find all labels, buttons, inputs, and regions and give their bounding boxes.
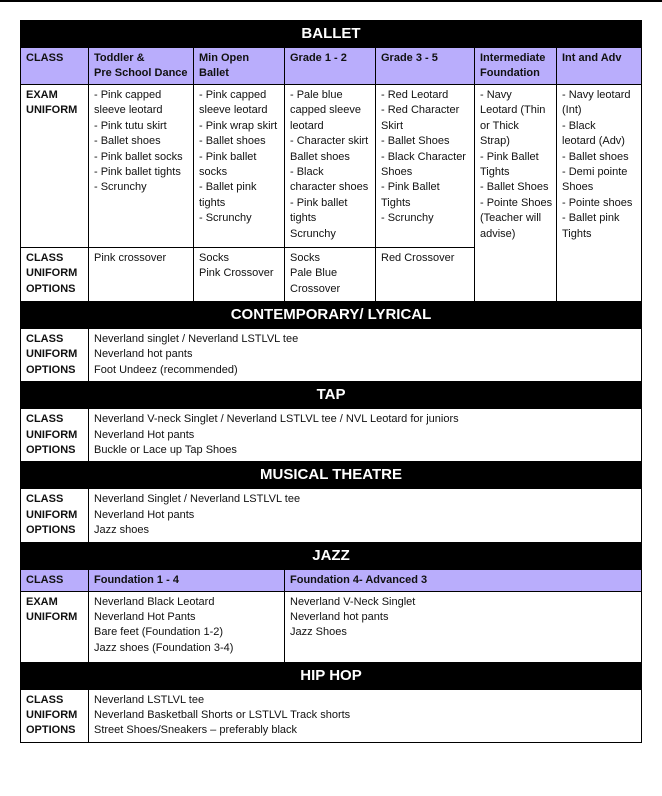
cell-line: UNIFORM: [26, 267, 78, 280]
cell-line: sleeve leotard: [199, 104, 268, 117]
cell-line: Shoes: [562, 181, 594, 194]
cell-line: Crossover: [290, 282, 341, 295]
cell-line: Neverland LSTLVL tee: [94, 693, 205, 706]
jazz-exam-label: [21, 591, 89, 662]
cell-line: (Int): [562, 104, 582, 117]
cell-line: Bare feet (Foundation 1-2): [94, 626, 224, 639]
ballet-class-label: [21, 248, 89, 302]
cell-line: tights: [290, 212, 317, 225]
cell-line: - Ballet Shoes: [381, 135, 450, 148]
cell-line: - Pink capped: [199, 89, 267, 101]
ballet-exam-toddler: [89, 85, 194, 248]
contemporary-label: [21, 329, 89, 382]
cell-line: - Scrunchy: [94, 181, 147, 194]
cell-line: UNIFORM: [26, 428, 78, 441]
cell-line: Neverland Hot Pants: [94, 611, 196, 624]
cell-line: Neverland hot pants: [94, 348, 193, 361]
cell-line: Neverland Singlet / Neverland LSTLVL tee: [94, 493, 301, 506]
ballet-header-class: CLASS: [21, 48, 89, 85]
musical-theatre-items: [89, 489, 642, 542]
cell-line: Strap): [480, 135, 510, 148]
cell-line: - Navy leotard: [562, 89, 631, 101]
ballet-header-grade-1-2: Grade 1 - 2: [285, 48, 376, 85]
cell-line: - Ballet pink: [562, 212, 620, 225]
musical-theatre-row: [21, 489, 642, 542]
cell-line: CLASS: [26, 493, 64, 506]
cell-line: - Navy: [480, 89, 512, 101]
cell-line: Neverland Black Leotard: [94, 595, 215, 608]
cell-line: Pink Crossover: [199, 267, 274, 280]
cell-line: - Ballet shoes: [199, 135, 266, 148]
cell-line: Jazz Shoes: [290, 626, 347, 639]
cell-line: or Thick: [480, 119, 519, 132]
cell-line: Shoes: [381, 166, 413, 179]
cell-line: Neverland singlet / Neverland LSTLVL tee: [94, 333, 299, 345]
cell-line: UNIFORM: [26, 508, 78, 521]
jazz-exam-foundation: [89, 591, 285, 662]
cell-line: Street Shoes/Sneakers – preferably black: [94, 724, 298, 737]
cell-line: Skirt: [381, 119, 403, 132]
cell-line: - Pale blue: [290, 89, 343, 101]
jazz-exam-row: [21, 591, 642, 662]
cell-line: - Pink ballet: [290, 196, 348, 209]
cell-line: sleeve leotard: [94, 104, 163, 117]
header-line: Foundation: [480, 67, 540, 79]
ballet-exam-intermediate: [475, 85, 557, 302]
jazz-header-row: [21, 569, 642, 591]
cell-line: EXAM: [26, 595, 58, 608]
cell-line: Neverland V-neck Singlet / Neverland LSTLVL tee / NVL Leotard for juniors: [94, 413, 459, 426]
cell-line: leotard: [290, 119, 324, 132]
cell-line: - Ballet shoes: [562, 150, 629, 163]
cell-line: Neverland hot pants: [290, 611, 389, 624]
top-rule: [0, 0, 662, 2]
tap-label: [21, 409, 89, 462]
cell-line: - Red Character: [381, 104, 460, 117]
tap-items: [89, 409, 642, 462]
ballet-header-grade-3-5: Grade 3 - 5: [376, 48, 475, 85]
ballet-class-toddler: [89, 248, 194, 302]
header-line: Toddler &: [94, 52, 145, 64]
header-line: Min Open: [199, 52, 250, 64]
hip-hop-title: HIP HOP: [21, 662, 642, 689]
cell-line: Neverland Hot pants: [94, 508, 195, 521]
uniform-document: [20, 20, 641, 743]
header-line: Ballet: [199, 67, 229, 79]
hip-hop-label: [21, 689, 89, 742]
ballet-header-toddler: [89, 48, 194, 85]
cell-line: - Pink ballet tights: [94, 166, 181, 179]
tap-title: TAP: [21, 382, 642, 409]
cell-line: CLASS: [26, 693, 64, 706]
ballet-exam-row: [21, 85, 642, 248]
cell-line: OPTIONS: [26, 363, 76, 376]
jazz-header-class: CLASS: [21, 569, 89, 591]
cell-line: Socks: [199, 252, 229, 264]
jazz-exam-advanced: [285, 591, 642, 662]
cell-line: - Scrunchy: [381, 212, 434, 225]
tap-row: [21, 409, 642, 462]
cell-line: Tights: [480, 166, 510, 179]
cell-line: Pink crossover: [94, 252, 167, 264]
jazz-header-foundation: Foundation 1 - 4: [89, 569, 285, 591]
uniform-table: [20, 20, 642, 743]
cell-line: UNIFORM: [26, 611, 78, 624]
cell-line: - Pink Ballet: [381, 181, 440, 194]
jazz-header-advanced: Foundation 4- Advanced 3: [285, 569, 642, 591]
ballet-header-row: [21, 48, 642, 85]
cell-line: UNIFORM: [26, 104, 78, 117]
cell-line: OPTIONS: [26, 444, 76, 457]
cell-line: - Pink wrap skirt: [199, 119, 278, 132]
ballet-exam-min-open: [194, 85, 285, 248]
cell-line: Neverland V-Neck Singlet: [290, 595, 416, 608]
ballet-exam-int-adv: [557, 85, 642, 302]
cell-line: Leotard (Thin: [480, 104, 546, 117]
cell-line: character shoes: [290, 181, 369, 194]
contemporary-title: CONTEMPORARY/ LYRICAL: [21, 302, 642, 329]
cell-line: Tights: [562, 227, 592, 240]
cell-line: (Teacher will: [480, 212, 542, 225]
cell-line: leotard (Adv): [562, 135, 625, 148]
cell-line: - Red Leotard: [381, 89, 449, 101]
cell-line: - Pink tutu skirt: [94, 119, 167, 132]
musical-theatre-label: [21, 489, 89, 542]
contemporary-items: [89, 329, 642, 382]
ballet-header-int-adv: Int and Adv: [557, 48, 642, 85]
ballet-header-intermediate: [475, 48, 557, 85]
cell-line: - Pointe Shoes: [480, 196, 553, 209]
contemporary-row: [21, 329, 642, 382]
ballet-exam-grade-3-5: [376, 85, 475, 248]
cell-line: - Demi pointe: [562, 166, 628, 179]
cell-line: Socks: [290, 252, 320, 264]
cell-line: Neverland Basketball Shorts or LSTLVL Track shorts: [94, 709, 351, 722]
cell-line: - Black: [290, 166, 324, 179]
cell-line: - Pink Ballet: [480, 150, 539, 163]
ballet-class-grade-3-5: [376, 248, 475, 302]
cell-line: - Black: [562, 119, 596, 132]
cell-line: EXAM: [26, 89, 58, 101]
cell-line: Jazz shoes (Foundation 3-4): [94, 641, 234, 654]
cell-line: - Ballet pink: [199, 181, 257, 194]
cell-line: - Pink capped: [94, 89, 162, 101]
cell-line: - Pointe shoes: [562, 196, 633, 209]
musical-theatre-title: MUSICAL THEATRE: [21, 462, 642, 489]
cell-line: OPTIONS: [26, 724, 76, 737]
cell-line: socks: [199, 166, 228, 179]
cell-line: UNIFORM: [26, 709, 78, 722]
cell-line: Tights: [381, 196, 411, 209]
cell-line: Neverland Hot pants: [94, 428, 195, 441]
cell-line: CLASS: [26, 252, 64, 264]
ballet-exam-label: [21, 85, 89, 248]
cell-line: Buckle or Lace up Tap Shoes: [94, 444, 237, 457]
cell-line: Pale Blue: [290, 267, 338, 280]
ballet-class-min-open: [194, 248, 285, 302]
cell-line: CLASS: [26, 413, 64, 426]
cell-line: OPTIONS: [26, 282, 76, 295]
cell-line: UNIFORM: [26, 348, 78, 361]
cell-line: Ballet shoes: [290, 150, 350, 163]
cell-line: Scrunchy: [290, 227, 336, 240]
cell-line: - Character skirt: [290, 135, 369, 148]
cell-line: - Pink ballet socks: [94, 150, 183, 163]
ballet-class-grade-1-2: [285, 248, 376, 302]
header-line: Pre School Dance: [94, 67, 188, 79]
cell-line: - Ballet Shoes: [480, 181, 549, 194]
ballet-header-min-open: [194, 48, 285, 85]
hip-hop-row: [21, 689, 642, 742]
cell-line: Jazz shoes: [94, 524, 150, 537]
ballet-exam-grade-1-2: [285, 85, 376, 248]
cell-line: CLASS: [26, 333, 64, 345]
ballet-title: BALLET: [21, 21, 642, 48]
cell-line: tights: [199, 196, 226, 209]
cell-line: - Ballet shoes: [94, 135, 161, 148]
cell-line: - Black Character: [381, 150, 466, 163]
cell-line: Red Crossover: [381, 252, 455, 264]
cell-line: OPTIONS: [26, 524, 76, 537]
cell-line: - Scrunchy: [199, 212, 252, 225]
cell-line: - Pink ballet: [199, 150, 257, 163]
header-line: Intermediate: [480, 52, 546, 64]
cell-line: capped sleeve: [290, 104, 361, 117]
cell-line: advise): [480, 227, 516, 240]
hip-hop-items: [89, 689, 642, 742]
jazz-title: JAZZ: [21, 542, 642, 569]
cell-line: Foot Undeez (recommended): [94, 363, 238, 376]
